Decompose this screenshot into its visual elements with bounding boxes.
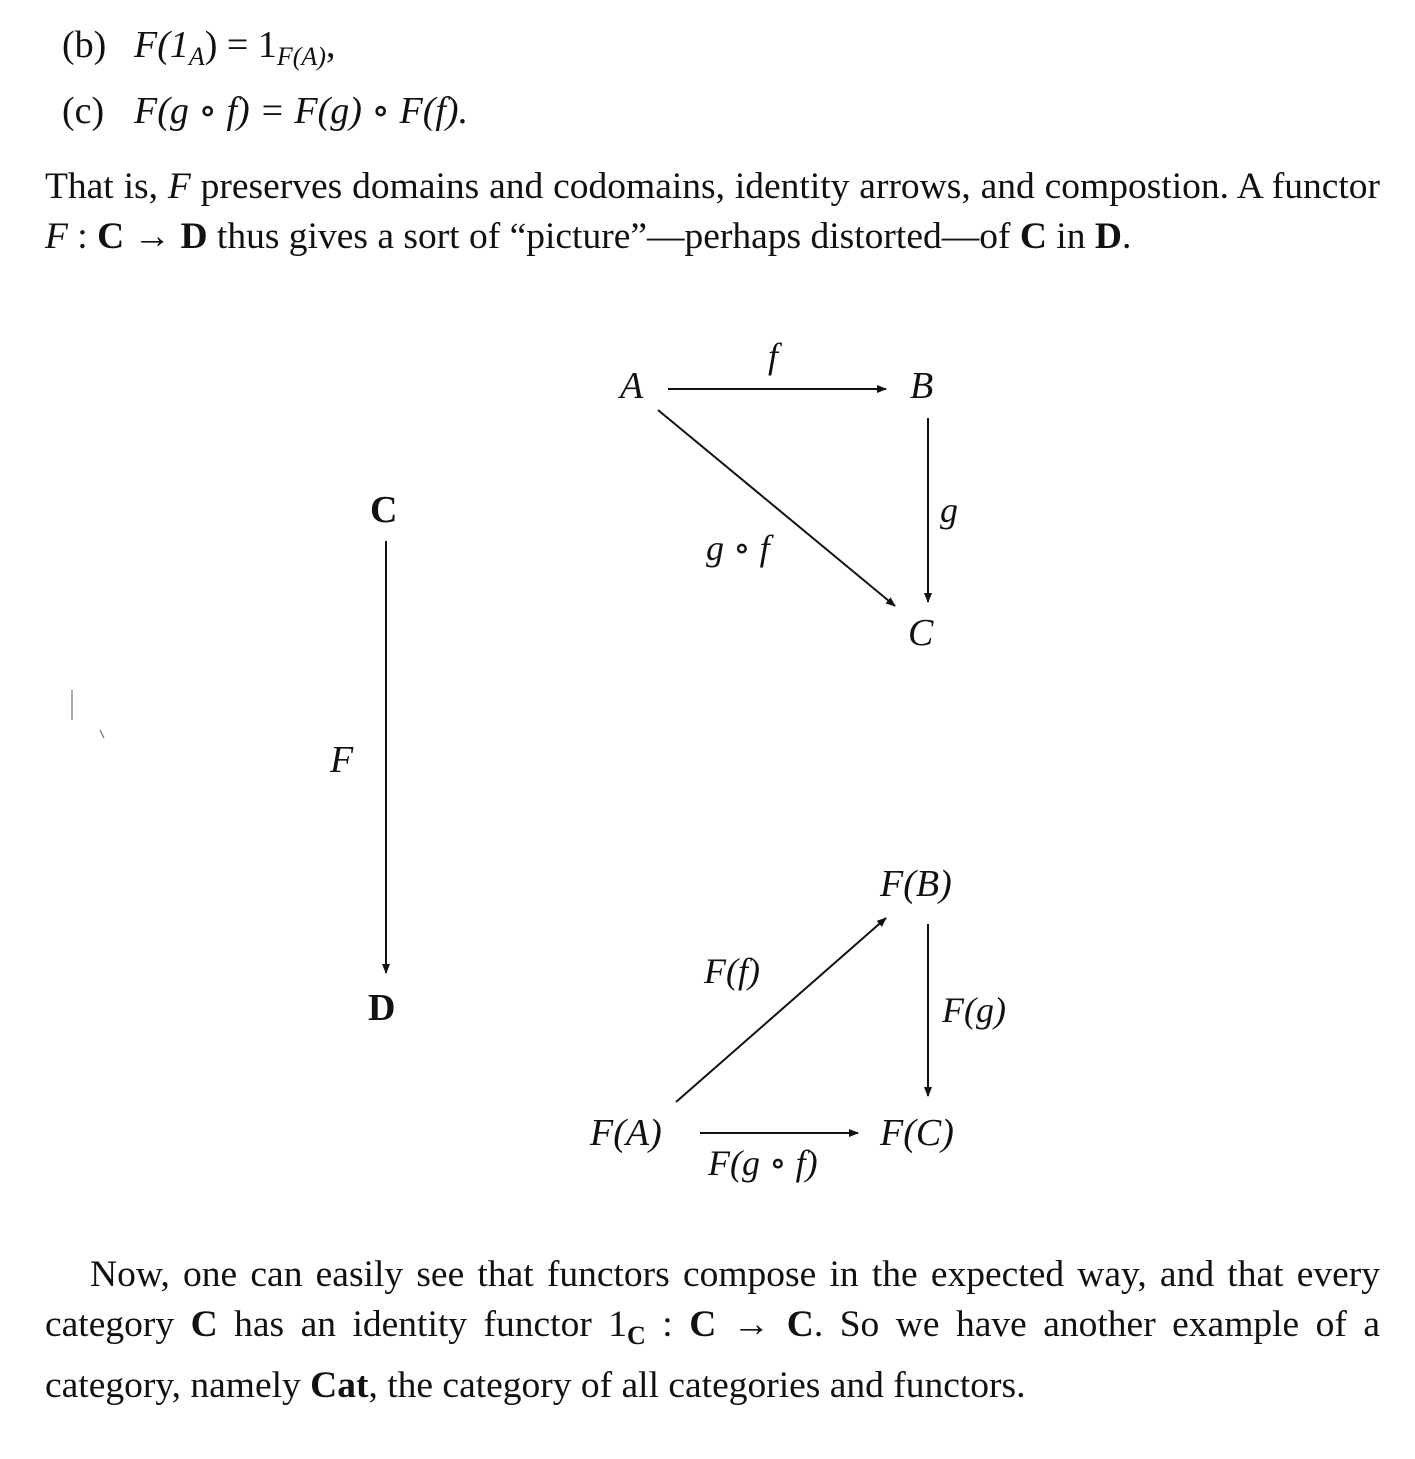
- paragraph-cat: [45, 1250, 1380, 1411]
- arrow-symbol: →: [124, 216, 181, 257]
- text-run: . So we have another example of a category, namely: [45, 1304, 1381, 1406]
- category-symbol: D: [180, 216, 208, 257]
- equation-label: (c): [62, 90, 105, 132]
- equation-rhs: ) = 1: [204, 24, 277, 66]
- category-symbol: C: [689, 1304, 717, 1345]
- equation-subscript: A: [188, 42, 205, 71]
- arrow-label-f: f: [768, 336, 779, 376]
- text-run: thus gives a sort of “picture”—perhaps distorted—of: [207, 216, 1020, 257]
- arrow-symbol: →: [716, 1304, 787, 1345]
- math-symbol: F: [45, 216, 68, 257]
- text-run: has an identity functor 1: [217, 1304, 628, 1345]
- text-run: preserves domains and codomains, identity arrows, and compostion. A functor: [190, 166, 1380, 207]
- arrow-label-gf: g ∘ f: [706, 528, 770, 568]
- equation-subscript: F(A): [276, 42, 326, 71]
- arrow-label-Ff: F(f): [704, 951, 760, 991]
- object-B: B: [910, 365, 934, 407]
- equation-body: F(g ∘ f) = F(g) ∘ F(f).: [134, 90, 469, 132]
- equation-label: (b): [62, 24, 107, 66]
- equation-lhs: F(1: [134, 24, 189, 66]
- arrow-label-Fgf: F(g ∘ f): [708, 1143, 818, 1183]
- category-name-cat: Cat: [310, 1365, 369, 1406]
- text-run: .: [1121, 216, 1132, 257]
- text-run: , the category of all categories and functors.: [368, 1365, 1026, 1406]
- text-run: :: [645, 1304, 690, 1345]
- arrow-gf: [658, 410, 895, 606]
- arrow-Ff: [676, 918, 886, 1102]
- object-FA: F(A): [590, 1112, 662, 1154]
- scan-mark: [100, 730, 104, 738]
- category-symbol: C: [786, 1304, 814, 1345]
- text-run: :: [67, 216, 98, 257]
- object-C: C: [908, 612, 934, 654]
- text-run: That is,: [45, 166, 168, 207]
- category-symbol: C: [1019, 216, 1047, 257]
- math-symbol: F: [167, 166, 191, 207]
- category-symbol: C: [190, 1304, 218, 1345]
- text-run: Now, one can easily see that functors compose in the expected way, and that every category: [45, 1254, 1380, 1345]
- object-A: A: [620, 365, 644, 407]
- text-run: in: [1046, 216, 1095, 257]
- object-FB: F(B): [880, 863, 952, 905]
- category-symbol: D: [1094, 216, 1122, 257]
- equation-tail: ,: [325, 24, 336, 66]
- identity-subscript: C: [627, 1321, 646, 1350]
- arrow-label-g: g: [940, 490, 958, 530]
- object-FC: F(C): [880, 1112, 954, 1154]
- functor-label-F: F: [330, 739, 354, 781]
- arrow-label-Fg: F(g): [942, 990, 1006, 1030]
- category-symbol: C: [97, 216, 125, 257]
- category-C: C: [370, 489, 398, 531]
- category-D: D: [368, 987, 396, 1029]
